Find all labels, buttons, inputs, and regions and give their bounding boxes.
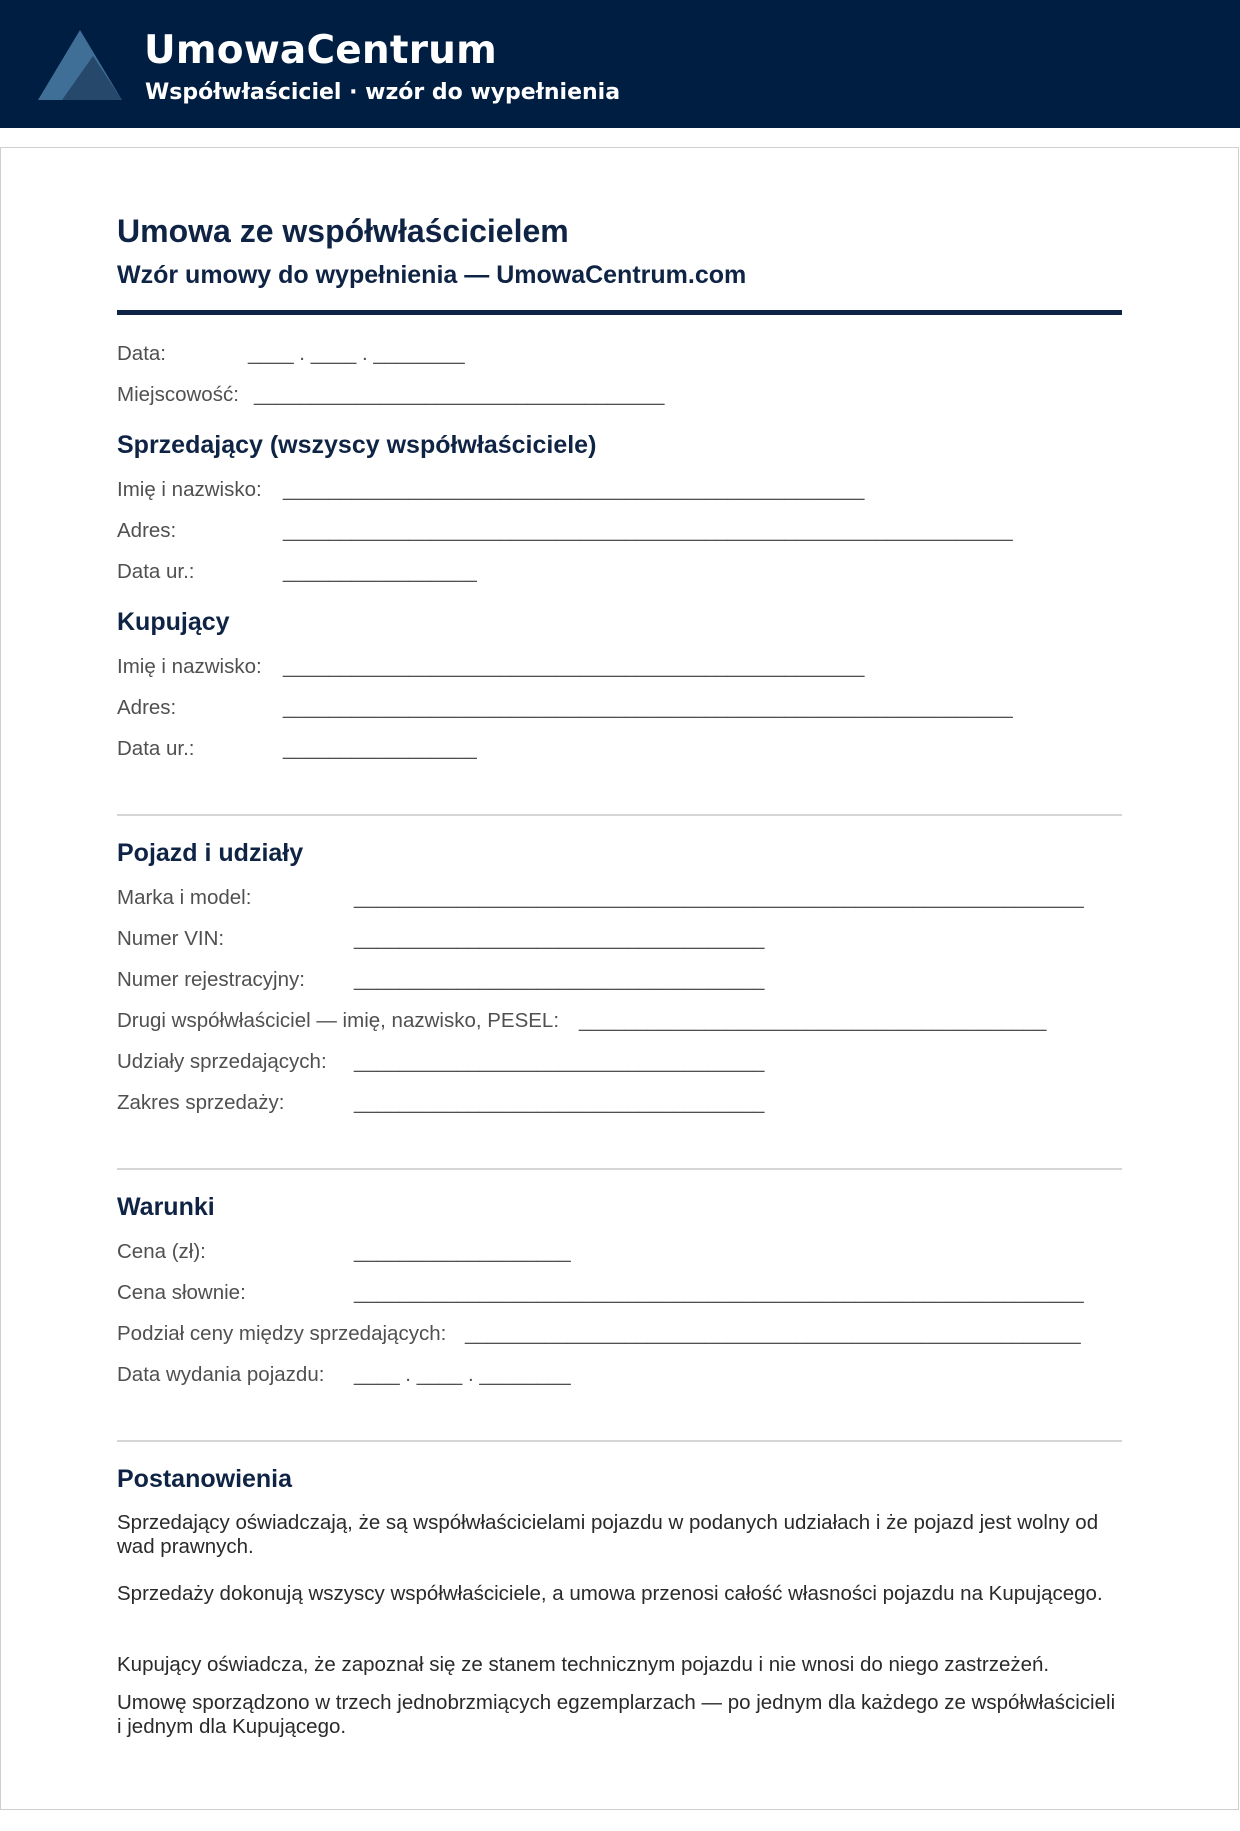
handover-date-field[interactable]: ____ . ____ . ________ [354, 1363, 571, 1386]
buyer-name-label: Imię i nazwisko: [117, 655, 262, 678]
date-label: Data: [117, 342, 166, 365]
provision-item: Kupujący oświadcza, że zapoznał się ze stanem technicznym pojazdu i nie wnosi do niego zastrzeżeń. [117, 1653, 1050, 1676]
price-words-field[interactable]: ________________________________________________________________ [354, 1281, 1084, 1304]
handover-date-label: Data wydania pojazdu: [117, 1363, 325, 1386]
document-subtitle: Wzór umowy do wypełnienia — UmowaCentrum.com [117, 261, 747, 289]
price-label: Cena (zł): [117, 1240, 206, 1263]
registration-label: Numer rejestracyjny: [117, 968, 305, 991]
place-label: Miejscowość: [117, 383, 239, 406]
seller-name-label: Imię i nazwisko: [117, 478, 262, 501]
price-field[interactable]: ___________________ [354, 1240, 571, 1263]
title-divider [117, 310, 1122, 315]
provision-item: Umowę sporządzono w trzech jednobrzmiących egzemplarzach — po jednym dla każdego ze współwłaścicieli i jednym dla Kupującego. [117, 1691, 1116, 1738]
mountain-logo-icon [38, 26, 122, 100]
seller-address-field[interactable]: ________________________________________________________________ [283, 519, 1013, 542]
buyer-heading: Kupujący [117, 608, 230, 636]
price-split-field[interactable]: ______________________________________________________ [465, 1322, 1081, 1345]
coowner-label: Drugi współwłaściciel — imię, nazwisko, PESEL: [117, 1009, 560, 1032]
seller-dob-label: Data ur.: [117, 560, 195, 583]
coowner-field[interactable]: _________________________________________ [579, 1009, 1047, 1032]
registration-field[interactable]: ____________________________________ [354, 968, 765, 991]
provision-item: Sprzedający oświadczają, że są współwłaścicielami pojazdu w podanych udziałach i że pojazd jest wolny od wad prawnych. [117, 1511, 1099, 1558]
make-field[interactable]: ________________________________________________________________ [354, 886, 1084, 909]
provisions-heading: Postanowienia [117, 1465, 293, 1493]
buyer-name-field[interactable]: ___________________________________________________ [283, 655, 865, 678]
buyer-address-label: Adres: [117, 696, 177, 719]
seller-heading: Sprzedający (wszyscy współwłaściciele) [117, 431, 597, 459]
brand-subtitle: Współwłaściciel · wzór do wypełnienia [145, 80, 621, 105]
section-divider [117, 1168, 1122, 1170]
section-divider [117, 1440, 1122, 1442]
price-split-label: Podział ceny między sprzedających: [117, 1322, 447, 1345]
vehicle-heading: Pojazd i udziały [117, 839, 304, 867]
terms-heading: Warunki [117, 1193, 215, 1221]
date-field[interactable]: ____ . ____ . ________ [248, 342, 465, 365]
price-words-label: Cena słownie: [117, 1281, 246, 1304]
section-divider [117, 814, 1122, 816]
vin-label: Numer VIN: [117, 927, 225, 950]
make-label: Marka i model: [117, 886, 252, 909]
seller-dob-field[interactable]: _________________ [283, 560, 477, 583]
seller-name-field[interactable]: ___________________________________________________ [283, 478, 865, 501]
buyer-dob-label: Data ur.: [117, 737, 195, 760]
seller-address-label: Adres: [117, 519, 177, 542]
document-title: Umowa ze współwłaścicielem [117, 213, 569, 249]
provision-item: Sprzedaży dokonują wszyscy współwłaściciele, a umowa przenosi całość własności pojazdu na Kupującego. [117, 1582, 1103, 1605]
shares-label: Udziały sprzedających: [117, 1050, 327, 1073]
scope-label: Zakres sprzedaży: [117, 1091, 285, 1114]
buyer-address-field[interactable]: ________________________________________________________________ [283, 696, 1013, 719]
vin-field[interactable]: ____________________________________ [354, 927, 765, 950]
shares-field[interactable]: ____________________________________ [354, 1050, 765, 1073]
buyer-dob-field[interactable]: _________________ [283, 737, 477, 760]
place-field[interactable]: ____________________________________ [254, 383, 665, 406]
header-bar [0, 0, 1240, 128]
scope-field[interactable]: ____________________________________ [354, 1091, 765, 1114]
brand-name: UmowaCentrum [144, 28, 497, 73]
